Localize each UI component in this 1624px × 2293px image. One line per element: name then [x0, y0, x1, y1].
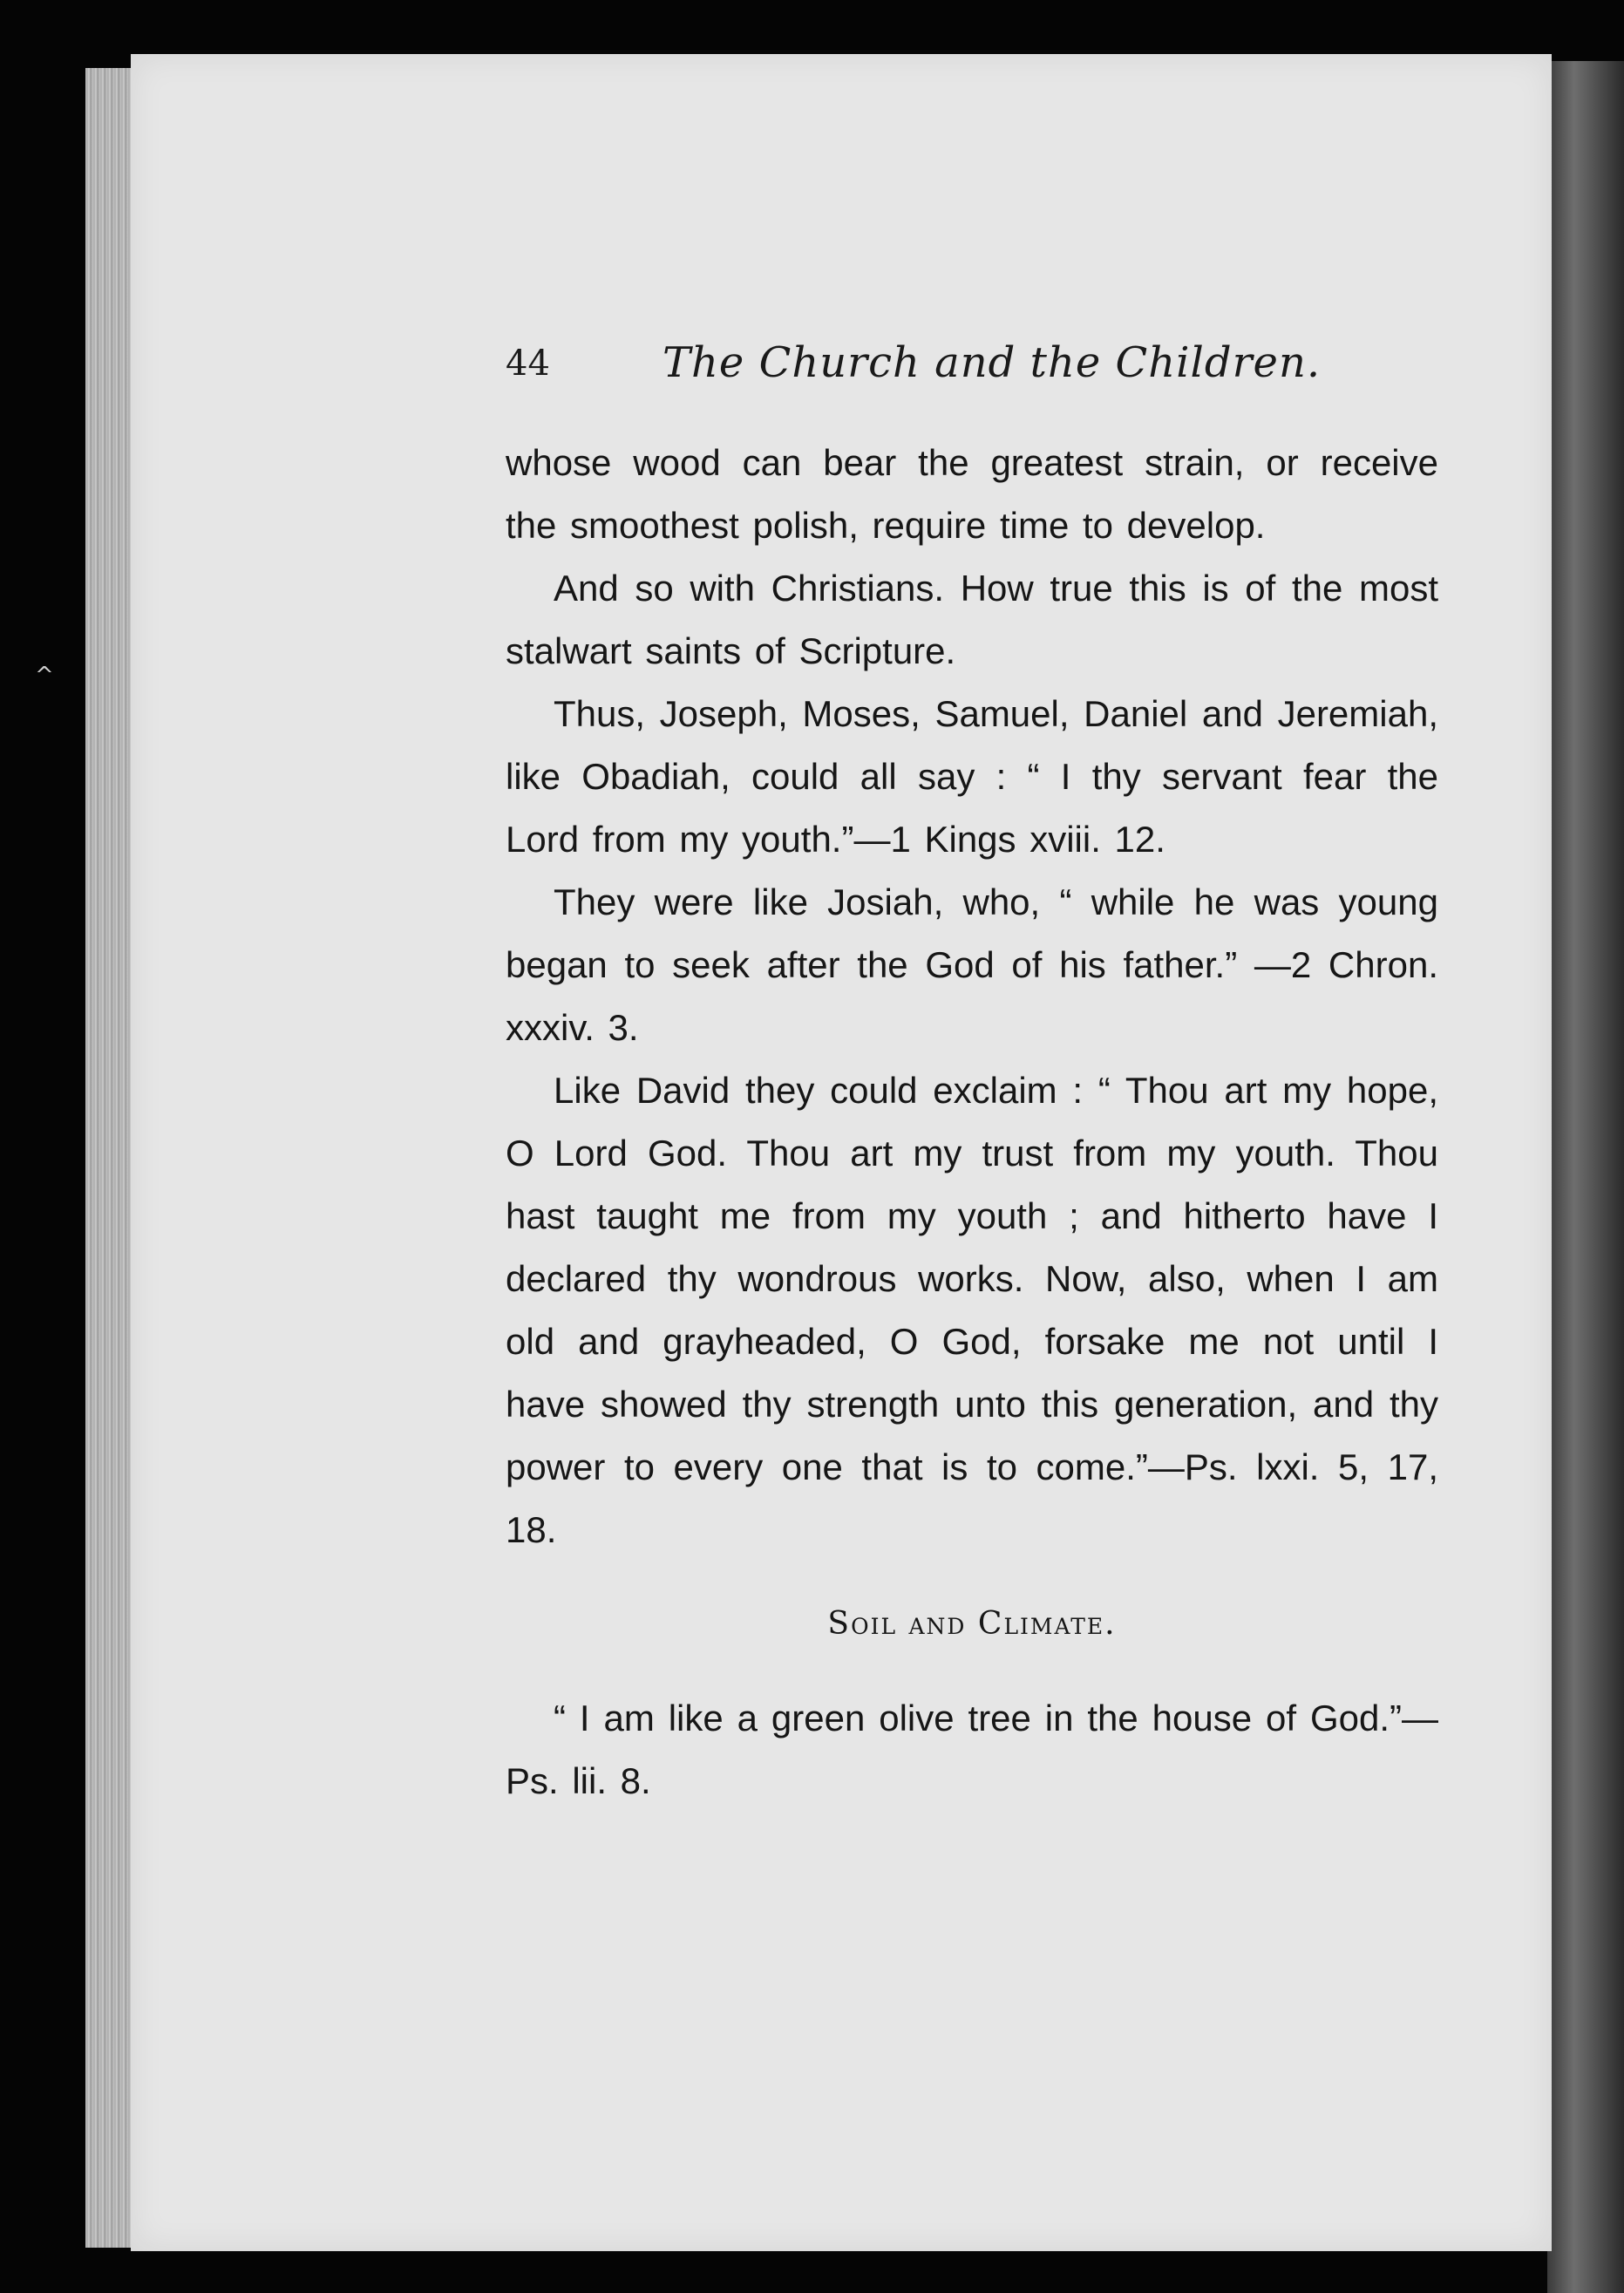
paragraph-david: Like David they could exclaim : “ Thou art my hope, O Lord God. Thou art my trust from my youth. Thou hast taught me from my youth ; and hitherto have I declared thy wondrous works. Now, also, when I am old and grayheaded, O God, forsake me not until I have showed thy strength unto this generation, and thy power to every one that is to come.”—Ps. lxxi. 5, 17, 18. [506, 1070, 1438, 1550]
body-text [506, 432, 1438, 1813]
paragraph-christians: And so with Christians. How true this is of the most stalwart saints of Scripture. [506, 568, 1438, 671]
binding-shadow [1547, 61, 1624, 2293]
section-heading: Soil and Climate. [827, 1606, 1117, 1642]
running-title: The Church and the Children. [663, 338, 1322, 387]
paragraph-olive-tree: “ I am like a green olive tree in the house of God.”—Ps. lii. 8. [506, 1698, 1438, 1801]
page-number: 44 [506, 344, 550, 384]
paragraph-saints: Thus, Joseph, Moses, Samuel, Daniel and Jeremiah, like Obadiah, could all say : “ I thy servant fear the Lord from my youth.”—1 Kings xviii. 12. [506, 693, 1438, 860]
scan-mark: ^ [35, 663, 54, 689]
page-header [506, 338, 1447, 399]
paragraph-josiah: They were like Josiah, who, “ while he was young began to seek after the God of his father.” —2 Chron. xxxiv. 3. [506, 881, 1438, 1048]
paragraph-continuation: whose wood can bear the greatest strain, or receive the smoothest polish, require time to develop. [506, 442, 1438, 546]
